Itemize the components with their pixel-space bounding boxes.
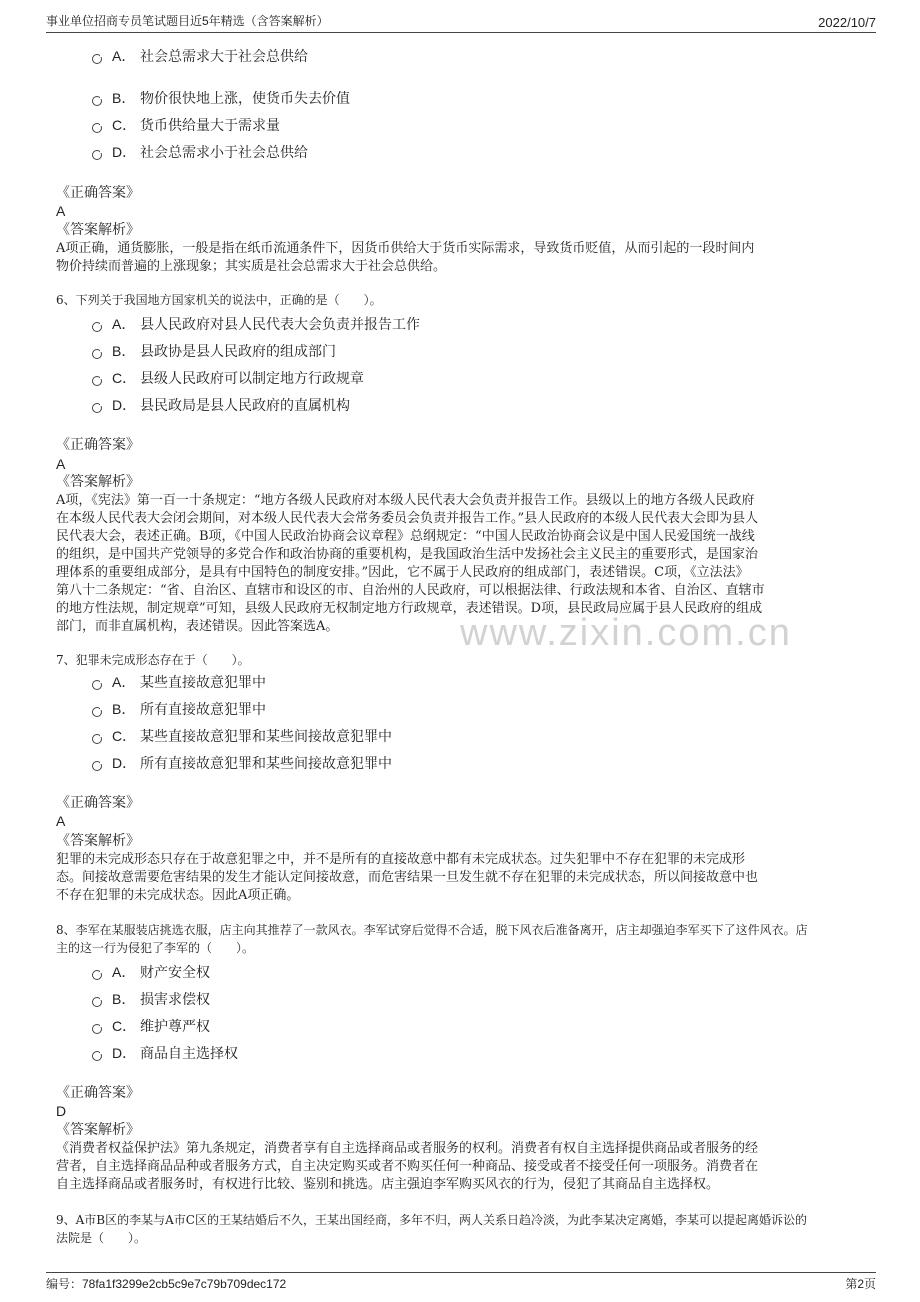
- q5-option-c[interactable]: C． 货币供给量大于需求量: [92, 115, 280, 135]
- option-text: 所有直接故意犯罪中: [140, 702, 266, 718]
- q7-question: 7、犯罪未完成形态存在于（ ）。: [56, 653, 250, 667]
- document-code: 编号：78fa1f3299e2cb5c9e7c79b709dec172: [46, 1277, 287, 1291]
- q5-option-d[interactable]: D． 社会总需求小于社会总供给: [92, 142, 308, 162]
- radio-icon[interactable]: [92, 680, 102, 690]
- q5-answer: A: [56, 203, 66, 219]
- q5-option-a[interactable]: A． 社会总需求大于社会总供给: [92, 46, 308, 66]
- q7-answer: A: [56, 813, 66, 829]
- q9-question: 9、A市B区的李某与A市C区的王某结婚后不久，王某出国经商，多年不归，两人关系日趋冷淡，为此李某决定离婚，李某可以提起离婚诉讼的 法院是（ ）。: [56, 1213, 807, 1245]
- q6-option-c[interactable]: C． 县级人民政府可以制定地方行政规章: [92, 368, 364, 388]
- option-text: 县政协是县人民政府的组成部门: [140, 344, 336, 360]
- q7-option-c[interactable]: C． 某些直接故意犯罪和某些间接故意犯罪中: [92, 726, 392, 746]
- option-text: 物价很快地上涨，使货币失去价值: [140, 91, 350, 107]
- q8-answer: D: [56, 1103, 67, 1119]
- option-text: 商品自主选择权: [140, 1046, 238, 1062]
- radio-icon[interactable]: [92, 707, 102, 717]
- q6-option-d[interactable]: D． 县民政局是县人民政府的直属机构: [92, 395, 350, 415]
- q6-answer: A: [56, 456, 66, 472]
- q7-answer-label: 《正确答案》: [56, 795, 140, 811]
- option-text: 财产安全权: [140, 965, 210, 981]
- q8-option-a[interactable]: A． 财产安全权: [92, 962, 210, 982]
- q8-option-b[interactable]: B． 损害求偿权: [92, 989, 210, 1009]
- option-text: 某些直接故意犯罪中: [140, 675, 266, 691]
- radio-icon[interactable]: [92, 403, 102, 413]
- option-text: 某些直接故意犯罪和某些间接故意犯罪中: [140, 729, 392, 745]
- q6-question: 6、下列关于我国地方国家机关的说法中，正确的是（ ）。: [56, 293, 382, 307]
- document-date: 2022/10/7: [818, 15, 876, 30]
- radio-icon[interactable]: [92, 997, 102, 1007]
- q5-answer-label: 《正确答案》: [56, 185, 140, 201]
- radio-icon[interactable]: [92, 322, 102, 332]
- page-header: [46, 12, 876, 33]
- q6-option-a[interactable]: A． 县人民政府对县人民代表大会负责并报告工作: [92, 314, 420, 334]
- q7-analysis: 犯罪的未完成形态只存在于故意犯罪之中，并不是所有的直接故意中都有未完成状态。过失犯罪中不存在犯罪的未完成形 态。间接故意需要危害结果的发生才能认定间接故意，而危害结果一旦发生就不存在犯罪的未完成状态，所以间接故意中也 不存在犯罪的未完成状态。因此A项正确。: [56, 852, 759, 903]
- q6-option-b[interactable]: B． 县政协是县人民政府的组成部门: [92, 341, 336, 361]
- q8-analysis-label: 《答案解析》: [56, 1122, 140, 1138]
- q8-option-d[interactable]: D． 商品自主选择权: [92, 1043, 238, 1063]
- page-footer: [46, 1272, 876, 1295]
- radio-icon[interactable]: [92, 734, 102, 744]
- option-text: 县级人民政府可以制定地方行政规章: [140, 371, 364, 387]
- option-text: 县民政局是县人民政府的直属机构: [140, 398, 350, 414]
- q5-analysis: A项正确，通货膨胀，一般是指在纸币流通条件下，因货币供给大于货币实际需求，导致货币贬值，从而引起的一段时间内 物价持续而普遍的上涨现象；其实质是社会总需求大于社会总供给。: [56, 241, 755, 274]
- radio-icon[interactable]: [92, 970, 102, 980]
- radio-icon[interactable]: [92, 761, 102, 771]
- radio-icon[interactable]: [92, 349, 102, 359]
- q6-analysis-label: 《答案解析》: [56, 474, 140, 490]
- option-text: 县人民政府对县人民代表大会负责并报告工作: [140, 317, 420, 333]
- radio-icon[interactable]: [92, 376, 102, 386]
- radio-icon[interactable]: [92, 1051, 102, 1061]
- q6-analysis: A项，《宪法》第一百一十条规定：“地方各级人民政府对本级人民代表大会负责并报告工作。县级以上的地方各级人民政府 在本级人民代表大会闭会期间，对本级人民代表大会常务委员会负责并报告工作。”县人民政府的本级人民代表大会即为县人 民代表大会，表述正确。B项，《中国人民政治协商会议章程》总纲规定：“中国人民政治协商会议是中国人民爱国统一战线 的组织，是中国共产党领导的多党合作和政治协商的重要机构，是我国政治生活中发扬社会主义民主的重要形式，是国家治 理体系的重要组成部分，是具有中国特色的制度安排。”因此，它不属于人民政府的组成部门，表述错误。C项，《立法法》 第八十二条规定：“省、自治区、直辖市和设区的市、自治州的人民政府，可以根据法律、行政法规和本省、自治区、直辖市 的地方性法规，制定规章”可知，县级人民政府无权制定地方行政规章，表述错误。D项，县民政局应属于县人民政府的组成 部门，而非直属机构，表述错误。因此答案选A。: [56, 493, 765, 634]
- document-title: 事业单位招商专员笔试题目近5年精选（含答案解析）: [46, 14, 329, 28]
- radio-icon[interactable]: [92, 54, 102, 64]
- radio-icon[interactable]: [92, 1024, 102, 1034]
- option-text: 维护尊严权: [140, 1019, 210, 1035]
- option-text: 货币供给量大于需求量: [140, 118, 280, 134]
- q7-option-b[interactable]: B． 所有直接故意犯罪中: [92, 699, 266, 719]
- option-text: 社会总需求大于社会总供给: [140, 49, 308, 65]
- q5-option-b[interactable]: B． 物价很快地上涨，使货币失去价值: [92, 88, 350, 108]
- q8-analysis: 《消费者权益保护法》第九条规定，消费者享有自主选择商品或者服务的权利。消费者有权自主选择提供商品或者服务的经 营者，自主选择商品品种或者服务方式，自主决定购买或者不购买任何一种商品、接受或者不接受任何一项服务。消费者在 自主选择商品或者服务时，有权进行比较、鉴别和挑选。店主强迫李军购买风衣的行为，侵犯了其商品自主选择权。: [56, 1141, 759, 1192]
- option-text: 所有直接故意犯罪和某些间接故意犯罪中: [140, 756, 392, 772]
- q7-option-a[interactable]: A． 某些直接故意犯罪中: [92, 672, 266, 692]
- q8-question: 8、李军在某服装店挑选衣服，店主向其推荐了一款风衣。李军试穿后觉得不合适，脱下风衣后准备离开，店主却强迫李军买下了这件风衣。店 主的这一行为侵犯了李军的（ ）。: [56, 923, 808, 955]
- radio-icon[interactable]: [92, 96, 102, 106]
- q7-analysis-label: 《答案解析》: [56, 833, 140, 849]
- q5-analysis-label: 《答案解析》: [56, 222, 140, 238]
- watermark: www.zixin.com.cn: [460, 612, 792, 654]
- option-text: 损害求偿权: [140, 992, 210, 1008]
- option-text: 社会总需求小于社会总供给: [140, 145, 308, 161]
- q8-option-c[interactable]: C． 维护尊严权: [92, 1016, 210, 1036]
- radio-icon[interactable]: [92, 150, 102, 160]
- page-number: 第2页: [845, 1277, 876, 1291]
- q8-answer-label: 《正确答案》: [56, 1085, 140, 1101]
- q6-answer-label: 《正确答案》: [56, 437, 140, 453]
- q7-option-d[interactable]: D． 所有直接故意犯罪和某些间接故意犯罪中: [92, 753, 392, 773]
- radio-icon[interactable]: [92, 123, 102, 133]
